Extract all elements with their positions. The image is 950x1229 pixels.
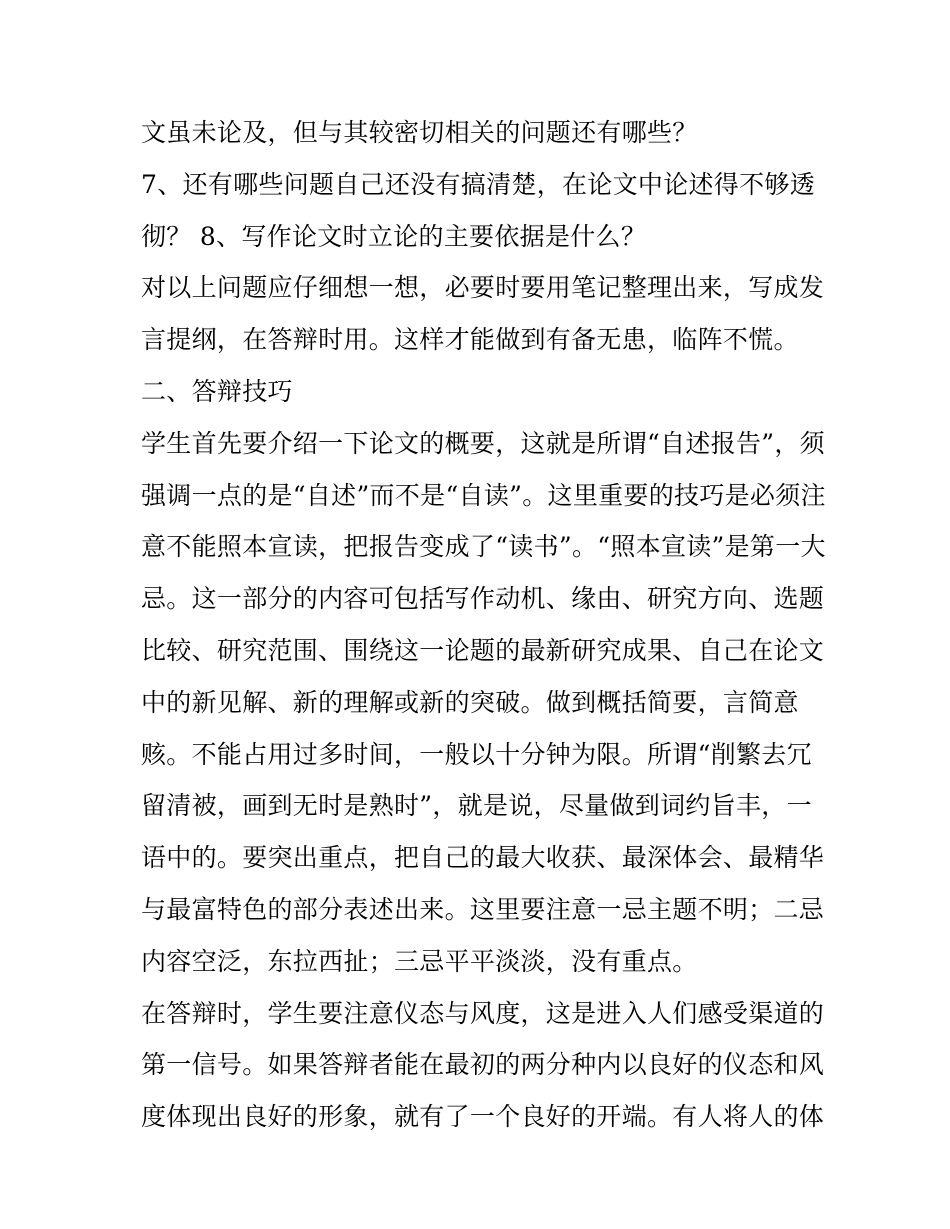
- text-line: 文虽未论及，但与其较密切相关的问题还有哪些？: [141, 118, 698, 147]
- text-line: 内容空泛，东拉西扯；三忌平平淡淡，没有重点。: [141, 946, 698, 976]
- text-line: 第一信号。如果答辩者能在最初的两分种内以良好的仪态和风: [141, 1050, 825, 1080]
- text-line: 忌。这一部分的内容可包括写作动机、缘由、研究方向、选题: [141, 584, 825, 614]
- text-line: 语中的。要突出重点，把自己的最大收获、最深体会、最精华: [141, 843, 825, 873]
- text-line: 言提纲，在答辩时用。这样才能做到有备无患，临阵不慌。: [141, 325, 799, 355]
- text-line: 赅。不能占用过多时间，一般以十分钟为限。所谓“削繁去冗: [141, 739, 812, 769]
- text-line: 比较、研究范围、围绕这一论题的最新研究成果、自己在论文: [141, 635, 825, 665]
- text-line: 度体现出良好的形象，就有了一个良好的开端。有人将人的体: [141, 1102, 825, 1132]
- text-line: 强调一点的是“自述”而不是“自读”。这里重要的技巧是必须注: [141, 480, 826, 510]
- text-line: 在答辩时，学生要注意仪态与风度，这是进入人们感受渠道的: [141, 998, 825, 1028]
- text-line: 与最富特色的部分表述出来。这里要注意一忌主题不明；二忌: [141, 894, 825, 924]
- text-line: 留清被，画到无时是熟时”，就是说，尽量做到词约旨丰，一: [141, 791, 812, 821]
- text-line: 7、还有哪些问题自己还没有搞清楚，在论文中论述得不够透: [141, 169, 816, 199]
- text-line: 意不能照本宣读，把报告变成了“读书”。“照本宣读”是第一大: [141, 532, 826, 562]
- document-body: [141, 107, 826, 1143]
- text-line: 学生首先要介绍一下论文的概要，这就是所谓“自述报告”，须: [141, 428, 825, 458]
- section-heading: 二、答辩技巧: [141, 376, 293, 406]
- text-line: 对以上问题应仔细想一想，必要时要用笔记整理出来，写成发: [141, 273, 825, 303]
- text-line: 中的新见解、新的理解或新的突破。做到概括简要，言简意: [141, 687, 799, 717]
- text-line: 彻？ 8、写作论文时立论的主要依据是什么？: [141, 221, 647, 251]
